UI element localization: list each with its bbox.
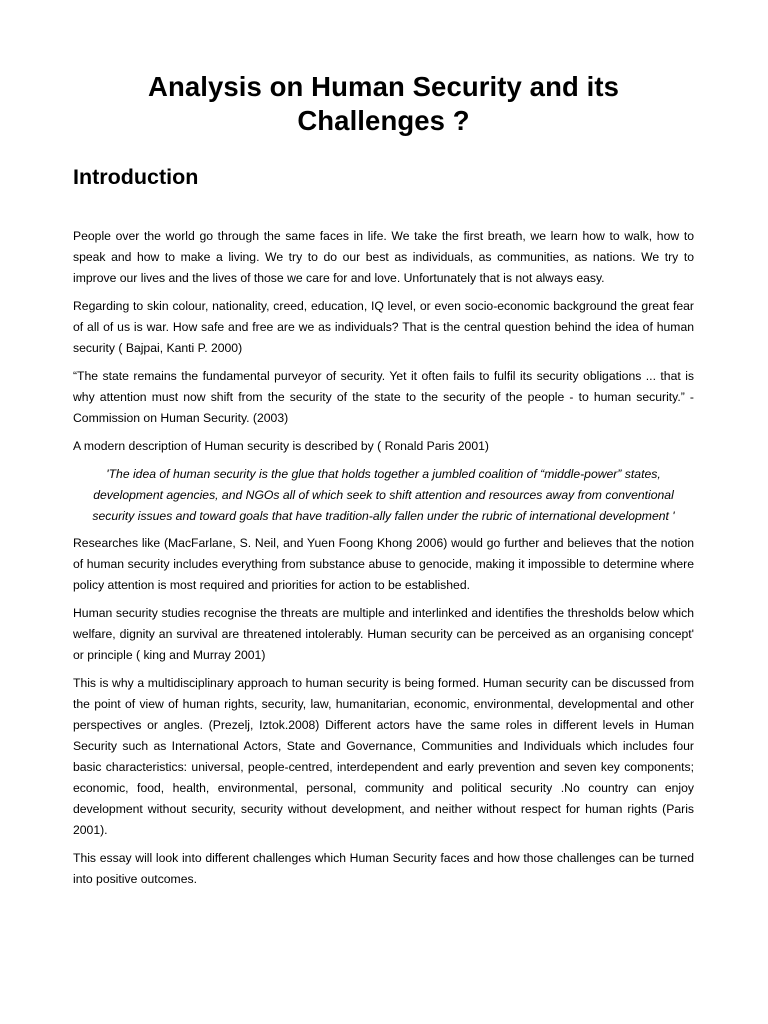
paragraph-3-commission-quote: “The state remains the fundamental purveyor of security. Yet it often fails to fulfil its security obligations ... that is why attention must now shift from the security of the state to the security of the people - to human security.” - Commission on Human Security. (2003) xyxy=(73,369,694,425)
paragraph-1: People over the world go through the same faces in life. We take the first breath, we learn how to walk, how to speak and how to make a living. We try to do our best as individuals, as communities, as nations. We try to improve our lives and the lives of those we care for and love. Unfortunately that is not always easy. xyxy=(73,229,694,285)
paragraph-5: Researches like (MacFarlane, S. Neil, and Yuen Foong Khong 2006) would go further and believes that the notion of human security includes everything from substance abuse to genocide, making it impossible to determine where policy attention is most required and priorities for action to be established. xyxy=(73,536,694,592)
paragraph-8: This essay will look into different challenges which Human Security faces and how those challenges can be turned into positive outcomes. xyxy=(73,851,694,886)
section-heading-introduction: Introduction xyxy=(73,165,199,189)
paragraph-7: This is why a multidisciplinary approach to human security is being formed. Human security can be discussed from the point of view of human rights, security, law, humanitarian, economic, environmental, developmental and other perspectives or angles. (Prezelj, Iztok.2008) Different actors have the same roles in different levels in Human Security such as International Actors, State and Governance, Communities and Individuals which includes four basic characteristics: universal, people-centred, interdependent and early prevention and seven key components; economic, food, health, environmental, personal, community and political security .No country can enjoy development without security, security without development, and neither without respect for human rights (Paris 2001). xyxy=(73,676,694,837)
document-title: Analysis on Human Security and its Challenges ? xyxy=(147,71,620,136)
paragraph-2: Regarding to skin colour, nationality, creed, education, IQ level, or even socio-economic background the great fear of all of us is war. How safe and free are we as individuals? That is the central question behind the idea of human security ( Bajpai, Kanti P. 2000) xyxy=(73,299,694,355)
block-quote-paris: 'The idea of human security is the glue that holds together a jumbled coalition of “middle-power” states, development agencies, and NGOs all of which seek to shift attention and resources away from conventional security issues and toward goals that have tradition-ally fallen under the rubric of international development ' xyxy=(92,467,675,523)
paragraph-6: Human security studies recognise the threats are multiple and interlinked and identifies the thresholds below which welfare, dignity an survival are threatened intolerably. Human security can be perceived as an organising concept' or principle ( king and Murray 2001) xyxy=(73,606,694,662)
paragraph-4: A modern description of Human security is described by ( Ronald Paris 2001) xyxy=(73,439,489,453)
document-body xyxy=(73,226,694,897)
